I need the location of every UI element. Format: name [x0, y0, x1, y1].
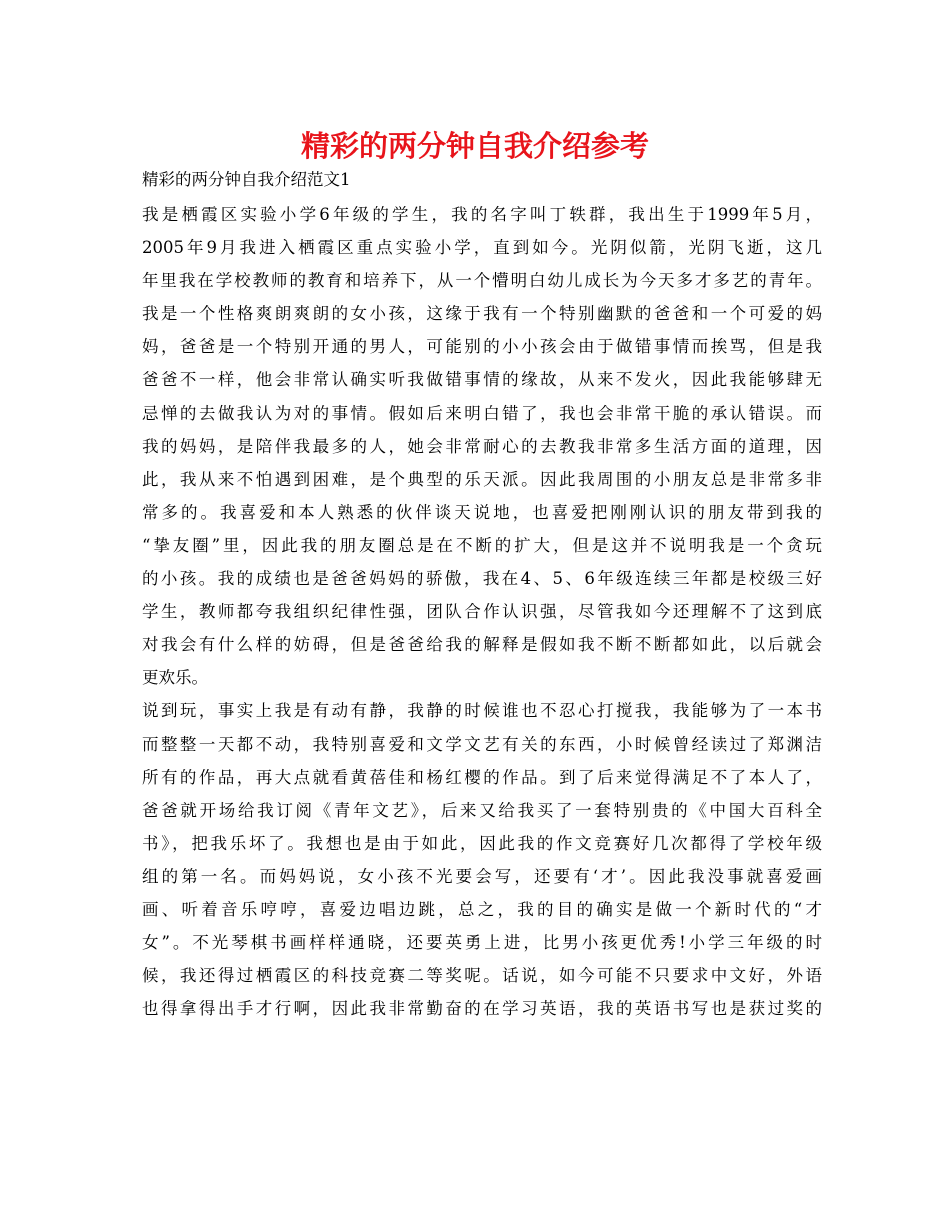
- body-line: 妈，爸爸是一个特别开通的男人，可能别的小小孩会由于做错事情而挨骂，但是我: [142, 337, 822, 357]
- body-line: 此，我从来不怕遇到困难，是个典型的乐天派。因此我周围的小朋友总是非常多非: [142, 469, 822, 489]
- body-line: 而整整一天都不动，我特别喜爱和文学文艺有关的东西，小时候曾经读过了郑渊洁: [142, 734, 822, 754]
- body-line: 2005年9月我进入栖霞区重点实验小学，直到如今。光阴似箭，光阴飞逝，这几: [142, 238, 822, 258]
- body-line: 的小孩。我的成绩也是爸爸妈妈的骄傲，我在4、5、6年级连续三年都是校级三好: [142, 569, 822, 589]
- body-line: 组的第一名。而妈妈说，女小孩不光要会写，还要有‘才’。因此我没事就喜爱画: [142, 866, 822, 886]
- body-line: 也得拿得出手才行啊，因此我非常勤奋的在学习英语，我的英语书写也是获过奖的: [142, 999, 822, 1019]
- document-subtitle: 精彩的两分钟自我介绍范文1: [142, 170, 351, 189]
- body-line: 更欢乐。: [142, 668, 208, 688]
- body-line: 忌惮的去做我认为对的事情。假如后来明白错了，我也会非常干脆的承认错误。而: [142, 403, 822, 423]
- body-line: 爸爸就开场给我订阅《青年文艺》，后来又给我买了一套特别贵的《中国大百科全: [142, 800, 822, 820]
- body-line: 常多的。我喜爱和本人熟悉的伙伴谈天说地，也喜爱把刚刚认识的朋友带到我的: [142, 502, 822, 522]
- body-line: 画、听着音乐哼哼，喜爱边唱边跳，总之，我的目的确实是做一个新时代的“才: [142, 899, 822, 919]
- body-line: 我的妈妈，是陪伴我最多的人，她会非常耐心的去教我非常多生活方面的道理，因: [142, 436, 822, 456]
- body-line: 我是一个性格爽朗爽朗的女小孩，这缘于我有一个特别幽默的爸爸和一个可爱的妈: [142, 304, 822, 324]
- body-line: 年里我在学校教师的教育和培养下，从一个懵明白幼儿成长为今天多才多艺的青年。: [142, 271, 822, 291]
- body-line: 所有的作品，再大点就看黄蓓佳和杨红樱的作品。到了后来觉得满足不了本人了，: [142, 767, 822, 787]
- body-line: 对我会有什么样的妨碍，但是爸爸给我的解释是假如我不断不断都如此，以后就会: [142, 635, 822, 655]
- document-title: 精彩的两分钟自我介绍参考: [300, 129, 649, 163]
- body-line: 我是栖霞区实验小学6年级的学生，我的名字叫丁轶群，我出生于1999年5月，: [142, 205, 822, 224]
- body-line: 学生，教师都夸我组织纪律性强，团队合作认识强，尽管我如今还理解不了这到底: [142, 602, 822, 622]
- body-line: 女”。不光琴棋书画样样通晓，还要英勇上进，比男小孩更优秀!小学三年级的时: [142, 933, 822, 953]
- document-body: [142, 198, 822, 1025]
- body-line: “挚友圈”里，因此我的朋友圈总是在不断的扩大，但是这并不说明我是一个贪玩: [142, 535, 822, 555]
- body-line: 候，我还得过栖霞区的科技竞赛二等奖呢。话说，如今可能不只要求中文好，外语: [142, 966, 822, 986]
- body-line: 书》，把我乐坏了。我想也是由于如此，因此我的作文竞赛好几次都得了学校年级: [142, 833, 822, 853]
- body-line: 说到玩，事实上我是有动有静，我静的时候谁也不忍心打搅我，我能够为了一本书: [142, 701, 822, 721]
- body-line: 爸爸不一样，他会非常认确实听我做错事情的缘故，从来不发火，因此我能够肆无: [142, 370, 822, 390]
